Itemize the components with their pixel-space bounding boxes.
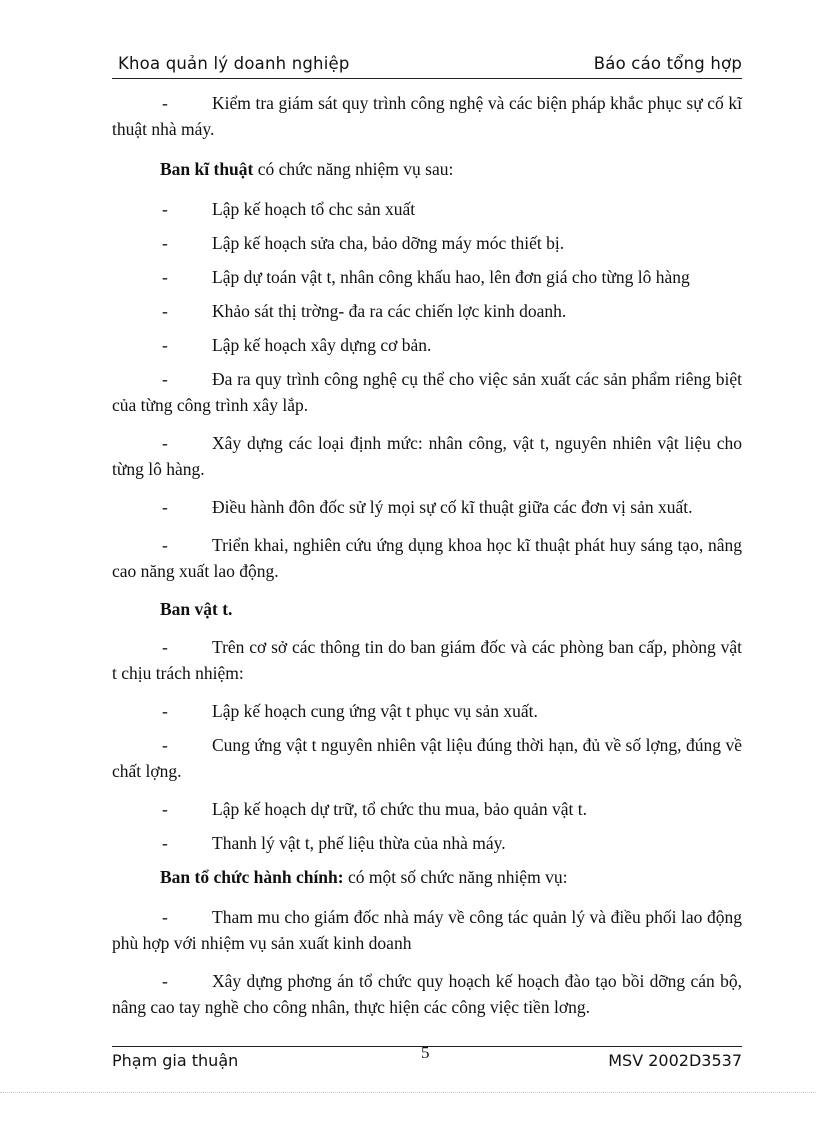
list-item <box>112 698 742 724</box>
bullet-dash: - <box>162 233 168 253</box>
list-item <box>112 230 742 256</box>
list-item-text: Đa ra quy trình công nghệ cụ thể cho việc sản xuất các sản phẩm riêng biệt của từng công trình xây lắp. <box>112 369 742 415</box>
list-item-text: Trên cơ sở các thông tin do ban giám đốc và các phòng ban cấp, phòng vật t chịu trách nhiệm: <box>112 637 742 683</box>
bullet-dash: - <box>162 637 168 657</box>
list-item <box>112 830 742 856</box>
page-number: 5 <box>421 1043 430 1062</box>
page-footer <box>112 1043 742 1077</box>
list-item <box>112 366 742 418</box>
list-item <box>112 298 742 324</box>
section-heading-title: Ban vật t. <box>160 599 233 619</box>
header-department: Khoa quản lý doanh nghiệp <box>118 54 350 73</box>
list-item-text: Lập kế hoạch dự trữ, tổ chức thu mua, bảo quản vật t. <box>212 799 587 819</box>
bullet-dash: - <box>162 735 168 755</box>
bullet-dash: - <box>162 799 168 819</box>
list-item-text: Lập dự toán vật t, nhân công khấu hao, lên đơn giá cho từng lô hàng <box>212 267 690 287</box>
list-item-text: Lập kế hoạch sửa cha, bảo dỡng máy móc thiết bị. <box>212 233 565 253</box>
list-item-text: Lập kế hoạch tổ chc sản xuất <box>212 199 416 219</box>
bullet-dash: - <box>162 433 168 453</box>
list-item-text: Lập kế hoạch cung ứng vật t phục vụ sản xuất. <box>212 701 538 721</box>
list-item <box>112 904 742 956</box>
list-item-text: Kiểm tra giám sát quy trình công nghệ và các biện pháp khắc phục sự cố kĩ thuật nhà máy. <box>112 93 742 139</box>
list-item <box>112 264 742 290</box>
section-heading-rest: có chức năng nhiệm vụ sau: <box>253 159 454 179</box>
list-item-text: Tham mu cho giám đốc nhà máy về công tác quản lý và điều phối lao động phù hợp với nhiệm vụ sản xuất kinh doanh <box>112 907 742 953</box>
list-item-text: Lập kế hoạch xây dựng cơ bản. <box>212 335 432 355</box>
bullet-dash: - <box>162 833 168 853</box>
bullet-dash: - <box>162 335 168 355</box>
list-item-text: Thanh lý vật t, phế liệu thừa của nhà máy. <box>212 833 506 853</box>
bullet-dash: - <box>162 93 168 113</box>
header-report-title: Báo cáo tổng hợp <box>593 54 742 73</box>
list-item <box>112 332 742 358</box>
section-heading-title: Ban kĩ thuật <box>160 159 254 179</box>
page-body <box>112 80 742 1020</box>
bullet-dash: - <box>162 301 168 321</box>
list-item <box>112 196 742 222</box>
list-item-text: Điều hành đôn đốc sử lý mọi sự cố kĩ thuật giữa các đơn vị sản xuất. <box>212 497 693 517</box>
bullet-dash: - <box>162 971 168 991</box>
list-item <box>112 968 742 1020</box>
page-boundary-divider <box>0 1092 816 1093</box>
bullet-dash: - <box>162 535 168 555</box>
section-heading-title: Ban tổ chức hành chính: <box>160 867 344 887</box>
page-header <box>112 52 742 79</box>
list-item-text: Xây dựng các loại định mức: nhân công, vật t, nguyên nhiên vật liệu cho từng lô hàng. <box>112 433 742 479</box>
list-item <box>112 494 742 520</box>
bullet-dash: - <box>162 199 168 219</box>
bullet-dash: - <box>162 267 168 287</box>
list-item-text: Triển khai, nghiên cứu ứng dụng khoa học kĩ thuật phát huy sáng tạo, nâng cao năng xuất lao động. <box>112 535 742 581</box>
bullet-dash: - <box>162 497 168 517</box>
list-item <box>112 430 742 482</box>
list-item <box>112 634 742 686</box>
list-item-text: Khảo sát thị trờng- đa ra các chiến lợc kinh doanh. <box>212 301 567 321</box>
list-item-text: Cung ứng vật t nguyên nhiên vật liệu đúng thời hạn, đủ về số lợng, đúng về chất lợng. <box>112 735 742 781</box>
bullet-dash: - <box>162 907 168 927</box>
list-item <box>112 732 742 784</box>
list-item <box>112 532 742 584</box>
section-heading <box>112 864 742 890</box>
list-item <box>112 796 742 822</box>
section-heading <box>112 596 742 622</box>
bullet-dash: - <box>162 369 168 389</box>
section-heading <box>112 156 742 182</box>
bullet-dash: - <box>162 701 168 721</box>
footer-student-id: MSV 2002D3537 <box>608 1051 742 1070</box>
footer-author: Phạm gia thuận <box>112 1051 239 1070</box>
list-item-text: Xây dựng phơng án tổ chức quy hoạch kế hoạch đào tạo bồi dỡng cán bộ, nâng cao tay nghề cho công nhân, thực hiện các công việc tiền lơng. <box>112 971 742 1017</box>
list-item <box>112 90 742 142</box>
section-heading-rest: có một số chức năng nhiệm vụ: <box>343 867 568 887</box>
